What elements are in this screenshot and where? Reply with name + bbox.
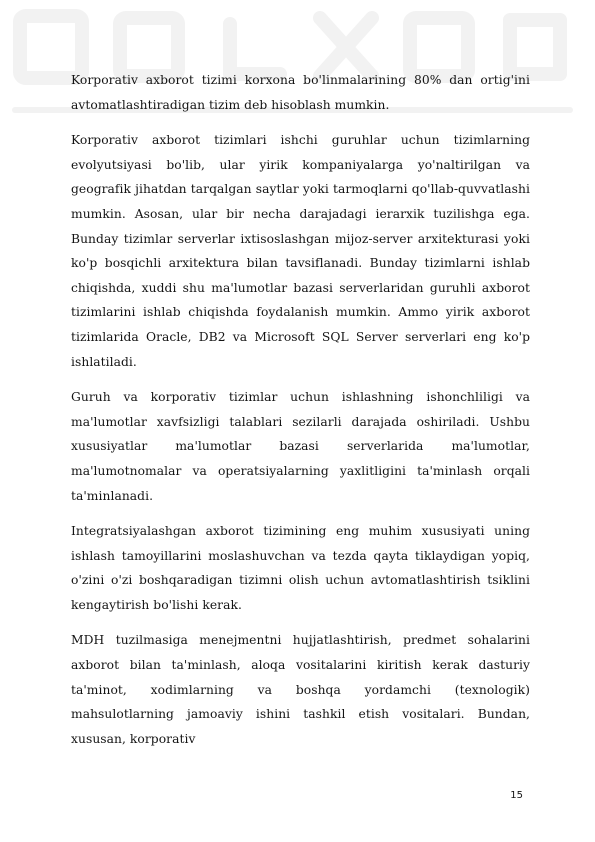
paragraph-5: MDH tuzilmasiga menejmentni hujjatlashtirish, predmet sohalarini axborot bilan ta'minlash, aloqa vositalarini kiritish kerak dasturiy ta'minot, xodimlarning va boshqa yordamchi (texnologik) mahsulotlarning jamoaviy ishini tashkil etish vositalari. Bundan, xususan, korporativ <box>71 633 530 746</box>
document-body <box>71 68 530 762</box>
paragraph-2: Korporativ axborot tizimlari ishchi guruhlar uchun tizimlarning evolyutsiyasi bo'lib, ular yirik kompaniyalarga yo'naltirilgan va geografik jihatdan tarqalgan saytlar yoki tarmoqlarni qo'llab-quvvatlashi mumkin. Asosan, ular bir necha darajadagi ierarxik tuzilishga ega. Bunday tizimlar serverlar ixtisoslashgan mijoz-server arxitekturasi yoki ko'p bosqichli arxitektura bilan tavsiflanadi. Bunday tizimlarni ishlab chiqishda, xuddi shu ma'lumotlar bazasi serverlaridan guruhli axborot tizimlarini ishlab chiqishda foydalanish mumkin. Ammo yirik axborot tizimlarida Oracle, DB2 va Microsoft SQL Server serverlari eng ko'p ishlatiladi. <box>71 133 530 369</box>
paragraph-4: Integratsiyalashgan axborot tizimining eng muhim xususiyati uning ishlash tamoyillarini moslashuvchan va tezda qayta tiklaydigan yopiq, o'zini o'zi boshqaradigan tizimni olish uchun avtomatlashtirish tsiklini kengaytirish bo'lishi kerak. <box>71 524 530 612</box>
paragraph-1: Korporativ axborot tizimi korxona bo'linmalarining 80% dan ortig'ini avtomatlashtiradigan tizim deb hisoblash mumkin. <box>71 73 530 112</box>
paragraph-3: Guruh va korporativ tizimlar uchun ishlashning ishonchliligi va ma'lumotlar xavfsizligi talablari sezilarli darajada oshiriladi. Ushbu xususiyatlar ma'lumotlar bazasi serverlarida ma'lumotlar, ma'lumotnomalar va operatsiyalarning yaxlitligini ta'minlash orqali ta'minlanadi. <box>71 390 530 503</box>
page-number: 15 <box>510 790 523 801</box>
